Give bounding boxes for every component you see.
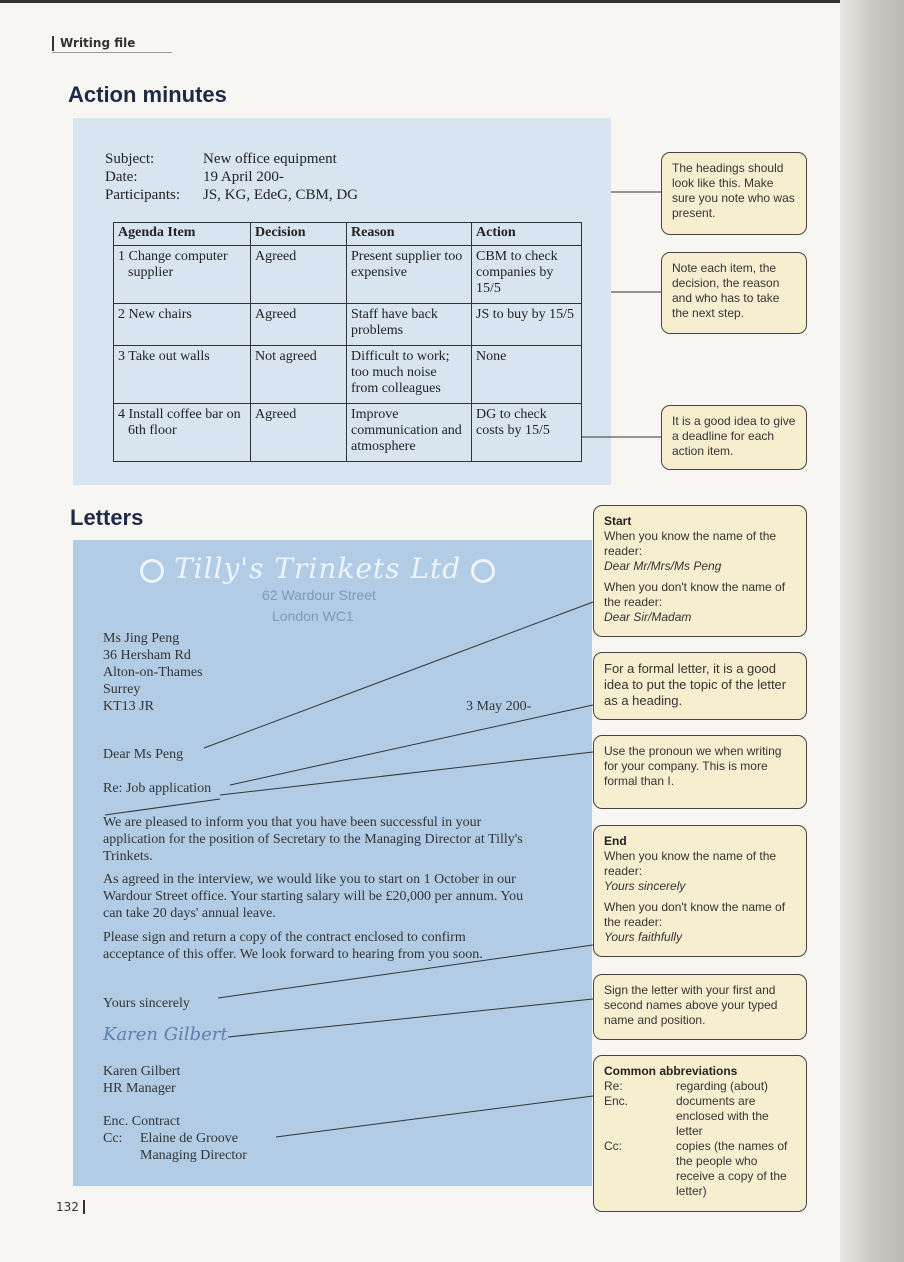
enclosure-block: Enc. Contract Cc: Elaine de Groove Managing Director [103,1114,247,1163]
cell-item: 4 Install coffee bar on 6th floor [114,404,251,462]
abbreviation-row: Cc: copies (the names of the people who receive a copy of the letter) [604,1139,788,1198]
salutation: Dear Ms Peng [103,747,184,762]
cell-item: 2 New chairs [114,304,251,346]
leader-line [276,1096,593,1137]
column-header: Agenda Item [114,223,251,246]
subject-row: Subject: New office equipment [105,151,337,167]
note-end: End When you know the name of the reader: Yours sincerely When you don't know the name of the reader: Yours faithfully [593,825,807,957]
cell-item: 1 Change computer supplier [114,246,251,304]
column-header: Decision [251,223,347,246]
note-heading: For a formal letter, it is a good idea to put the topic of the letter as a heading. [593,652,807,720]
leader-line [228,999,593,1037]
subject-line: Re: Job application [103,781,212,796]
cell-decision: Agreed [251,404,347,462]
cell-decision: Agreed [251,246,347,304]
letter-paragraph: As agreed in the interview, we would like you to start on 1 October in our Wardour Street office. Your starting salary will be £20,000 per annum. You can take 20 days' annual leave. [103,872,524,921]
cell-action: CBM to check companies by 15/5 [472,246,582,304]
abbreviation-row: Re: regarding (about) [604,1079,769,1093]
cell-action: None [472,346,582,404]
date-row: Date: 19 April 200- [105,169,284,185]
cell-reason: Present supplier too expensive [347,246,472,304]
page-number: 132 [56,1200,85,1214]
cell-reason: Improve communication and atmosphere [347,404,472,462]
cell-decision: Agreed [251,304,347,346]
handwritten-signature: Karen Gilbert [103,1024,228,1045]
letters-title: Letters [70,505,144,530]
abbreviation-row: Enc. documents are enclosed with the letter [604,1094,769,1138]
note-headings: The headings should look like this. Make sure you note who was present. [661,152,807,235]
note-abbreviations: Common abbreviations Re: regarding (about) Enc. documents are enclosed with the letter Cc: copies (the names of the people who receive a copy of the letter) [593,1055,807,1212]
cell-reason: Difficult to work; too much noise from colleagues [347,346,472,404]
recipient-address: Ms Jing Peng 36 Hersham Rd Alton-on-Thames Surrey KT13 JR [103,631,203,714]
cell-action: DG to check costs by 15/5 [472,404,582,462]
leader-line [220,752,593,795]
letter-paragraph: We are pleased to inform you that you have been successful in your application for the position of Secretary to the Managing Director at Tilly's Trinkets. [103,815,523,864]
note-sign: Sign the letter with your first and second names above your typed name and position. [593,974,807,1040]
leader-line [204,602,593,748]
closing: Yours sincerely [103,996,190,1011]
note-each-item: Note each item, the decision, the reason and who has to take the next step. [661,252,807,334]
note-deadline: It is a good idea to give a deadline for each action item. [661,405,807,470]
leader-line [105,799,220,815]
cell-item: 3 Take out walls [114,346,251,404]
participants-row: Participants: JS, KG, EdeG, CBM, DG [105,187,359,203]
note-pronoun: Use the pronoun we when writing for your company. This is more formal than I. [593,735,807,809]
cell-reason: Staff have back problems [347,304,472,346]
running-head: Writing file [52,36,135,51]
leader-line [218,945,593,998]
letter-date: 3 May 200- [466,699,532,714]
cell-decision: Not agreed [251,346,347,404]
company-address-line: London WC1 [272,608,354,624]
column-header: Reason [347,223,472,246]
company-address-line: 62 Wardour Street [262,587,376,603]
company-name: Tilly's Trinkets Ltd [174,552,462,585]
letter-paragraph: Please sign and return a copy of the contract enclosed to confirm acceptance of this offer. We look forward to hearing from you soon. [103,930,483,962]
action-minutes-title: Action minutes [68,82,227,107]
column-header: Action [472,223,582,246]
cell-action: JS to buy by 15/5 [472,304,582,346]
note-start: Start When you know the name of the reader: Dear Mr/Mrs/Ms Peng When you don't know the name of the reader: Dear Sir/Madam [593,505,807,637]
signer-block: Karen Gilbert HR Manager [103,1064,181,1096]
